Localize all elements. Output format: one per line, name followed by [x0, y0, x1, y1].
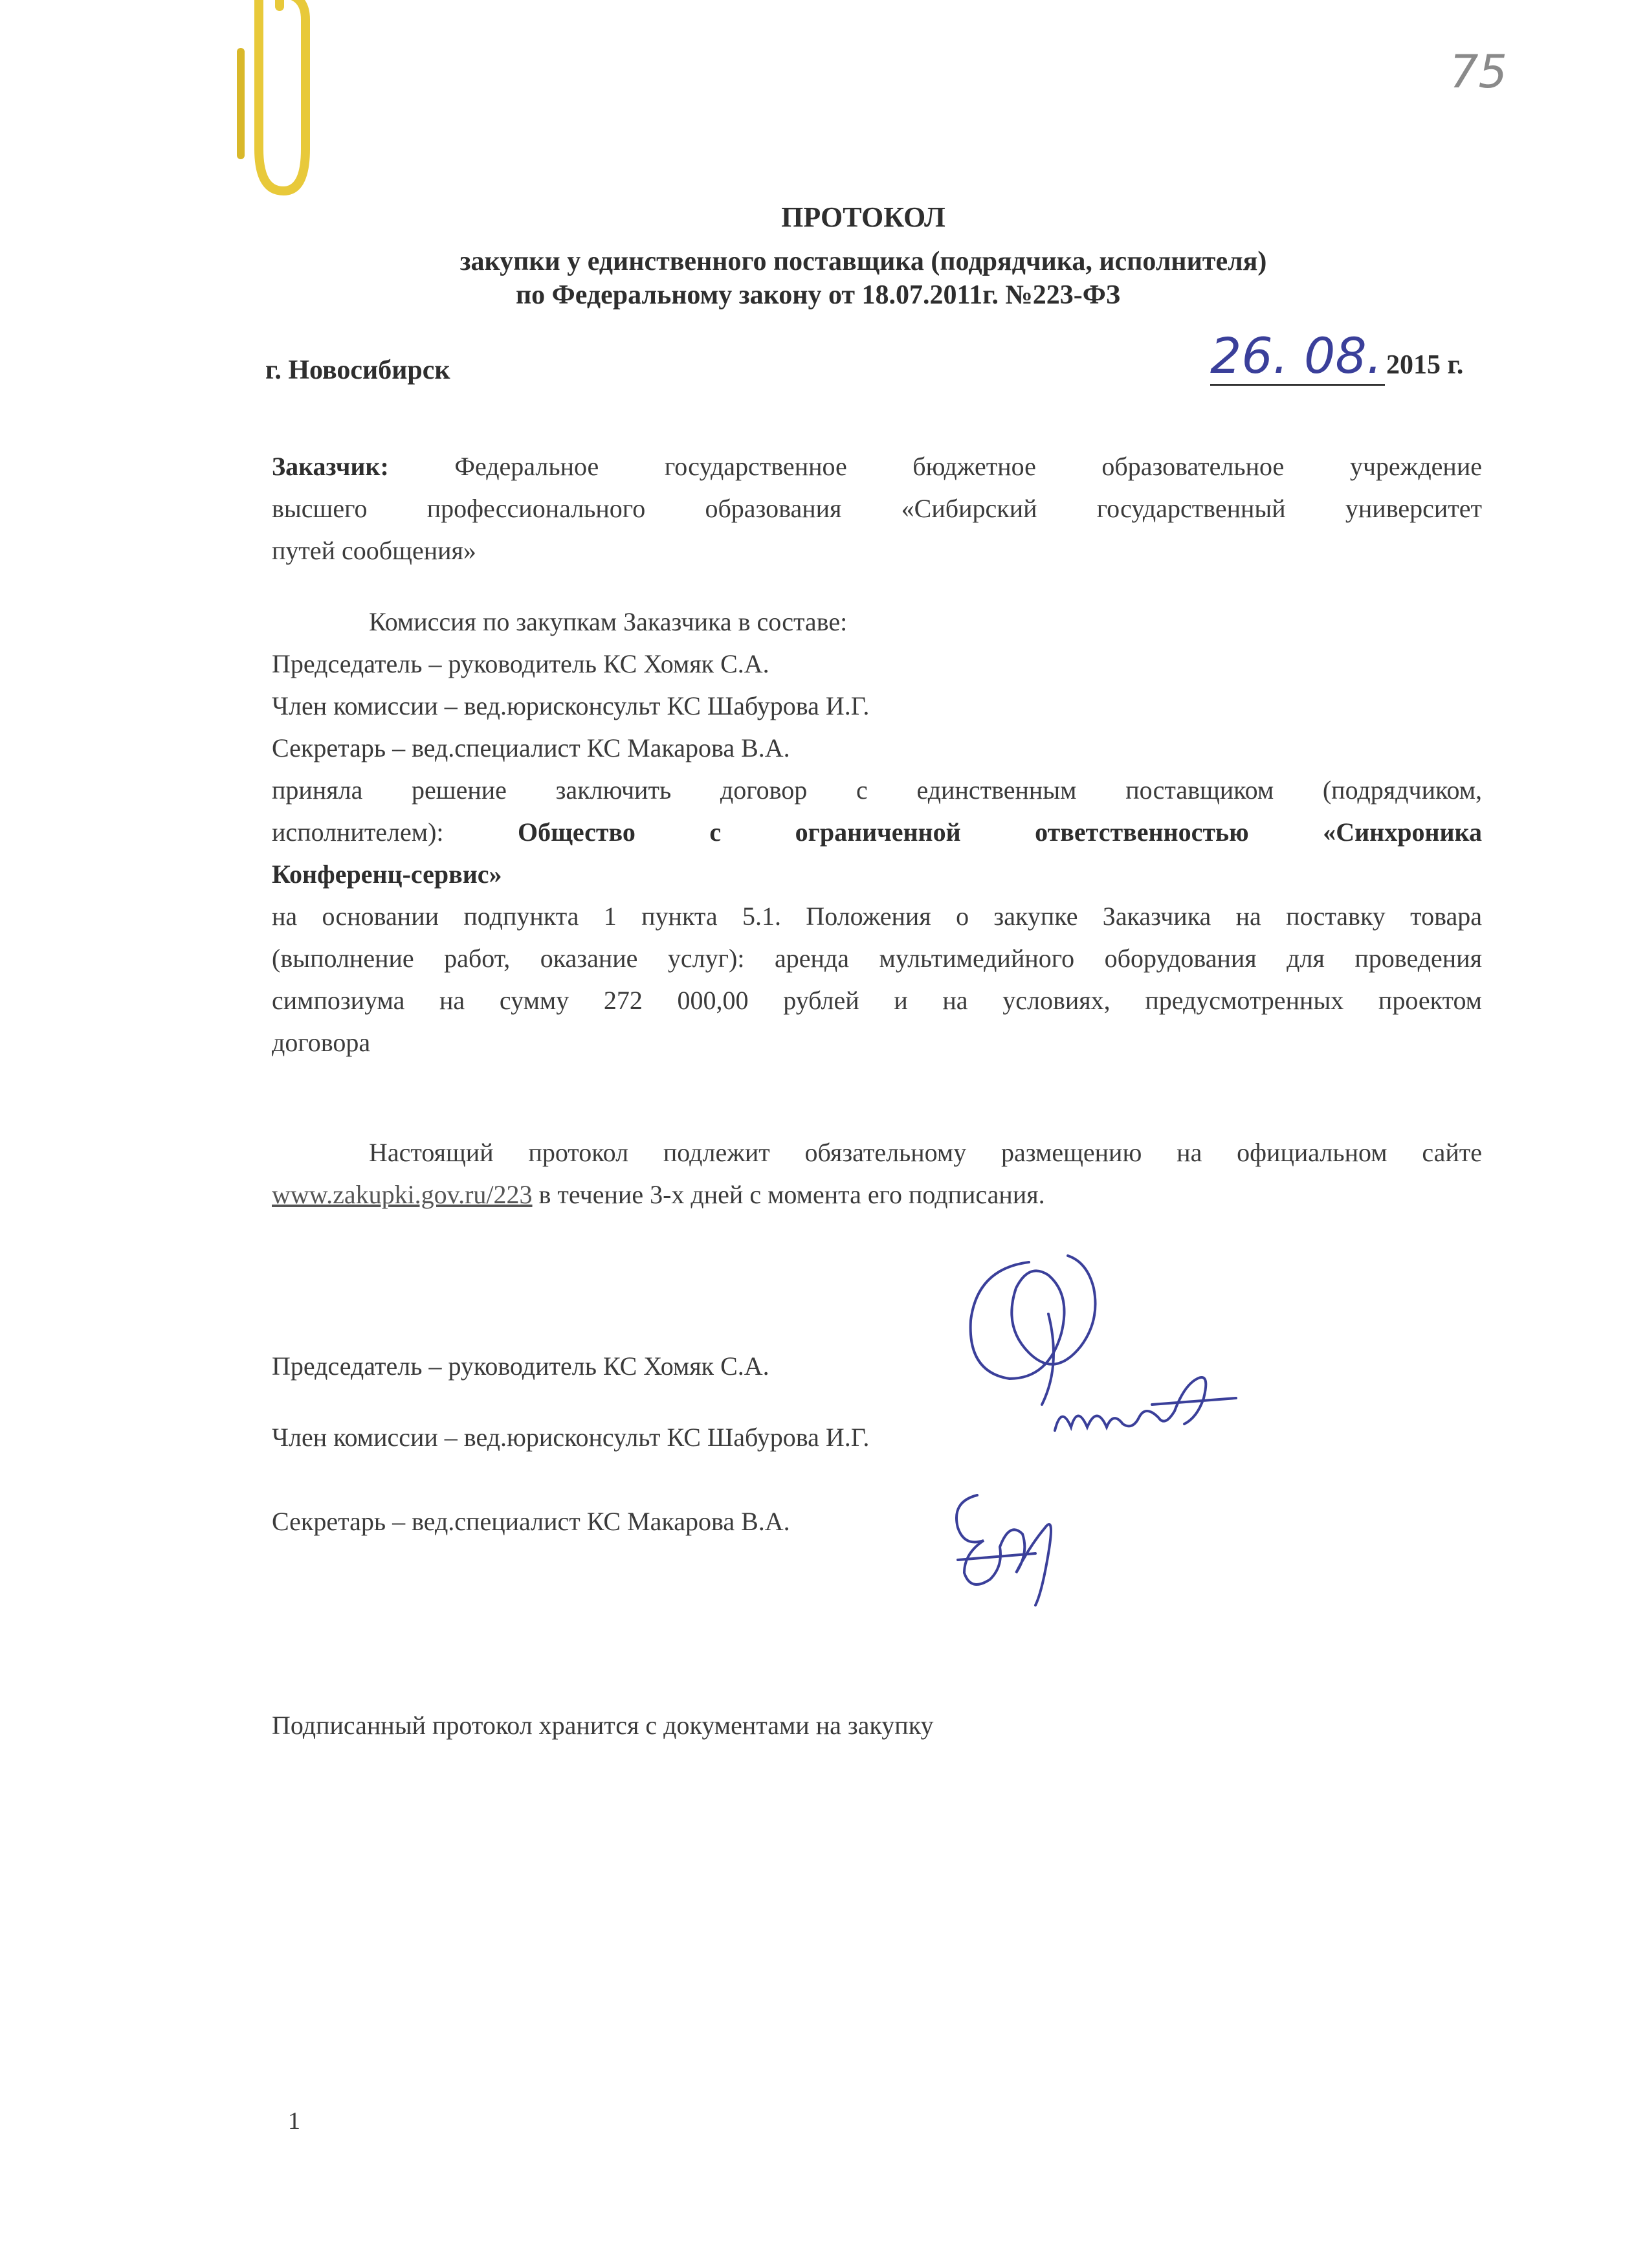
customer-line-1: [272, 450, 1482, 484]
date-handwritten: 26. 08.: [1210, 327, 1382, 384]
supplier-name-1: Общество с ограниченной ответственностью «Синхроника: [518, 817, 1482, 847]
customer-line-2: высшего профессионального образования «Сибирский государственный университет: [272, 494, 1482, 523]
decision-line-7: договора: [272, 1028, 371, 1057]
signature-secretary-label: Секретарь – вед.специалист КС Макарова В.А.: [272, 1507, 790, 1536]
commission-secretary: Секретарь – вед.специалист КС Макарова В.А.: [272, 733, 790, 762]
decision-line-2: [272, 816, 1482, 849]
decision-line-6: симпозиума на сумму 272 000,00 рублей и на условиях, предусмотренных проектом: [272, 986, 1482, 1015]
signature-chair-label: Председатель – руководитель КС Хомяк С.А.: [272, 1351, 769, 1381]
decision-line-1: приняла решение заключить договор с единственным поставщиком (подрядчиком,: [272, 775, 1482, 805]
subtitle-line-1: закупки у единственного поставщика (подрядчика, исполнителя): [459, 247, 1267, 276]
footer-note: Подписанный протокол хранится с документами на закупку: [272, 1711, 934, 1740]
decision-line-4: на основании подпункта 1 пункта 5.1. Положения о закупке Заказчика на поставку товара: [272, 902, 1482, 931]
commission-intro: Комиссия по закупкам Заказчика в составе:: [369, 607, 848, 636]
signature-member-icon: [1048, 1366, 1243, 1456]
customer-line-3: путей сообщения»: [272, 536, 476, 565]
paperclip-icon: [207, 0, 317, 201]
city: г. Новосибирск: [265, 355, 450, 385]
publication-line-2: [272, 1178, 1482, 1212]
date-field: [1210, 327, 1385, 386]
publication-line-2-rest: в течение 3-х дней с момента его подписания.: [532, 1180, 1045, 1209]
publication-line-1: Настоящий протокол подлежит обязательному размещению на официальном сайте: [369, 1138, 1482, 1167]
decision-line-5: (выполнение работ, оказание услуг): аренда мультимедийного оборудования для проведения: [272, 944, 1482, 973]
commission-chair: Председатель – руководитель КС Хомяк С.А.: [272, 649, 769, 678]
customer-label: Заказчик:: [272, 452, 389, 481]
commission-member: Член комиссии – вед.юрисконсульт КС Шабурова И.Г.: [272, 691, 870, 720]
margin-number: 75: [1450, 45, 1508, 98]
subtitle-line-2: по Федеральному закону от 18.07.2011г. №223-ФЗ: [515, 280, 1120, 310]
decision-line-2-plain: исполнителем):: [272, 817, 444, 847]
date-year: 2015 г.: [1386, 350, 1464, 380]
page-title: ПРОТОКОЛ: [781, 201, 945, 233]
supplier-name-2: Конференц-сервис»: [272, 860, 502, 889]
signature-member-label: Член комиссии – вед.юрисконсульт КС Шабурова И.Г.: [272, 1423, 870, 1452]
customer-text-1: Федеральное государственное бюджетное образовательное учреждение: [454, 452, 1482, 481]
signature-secretary-icon: [938, 1469, 1068, 1612]
page-number: 1: [288, 2107, 300, 2135]
zakupki-link[interactable]: www.zakupki.gov.ru/223: [272, 1180, 533, 1209]
